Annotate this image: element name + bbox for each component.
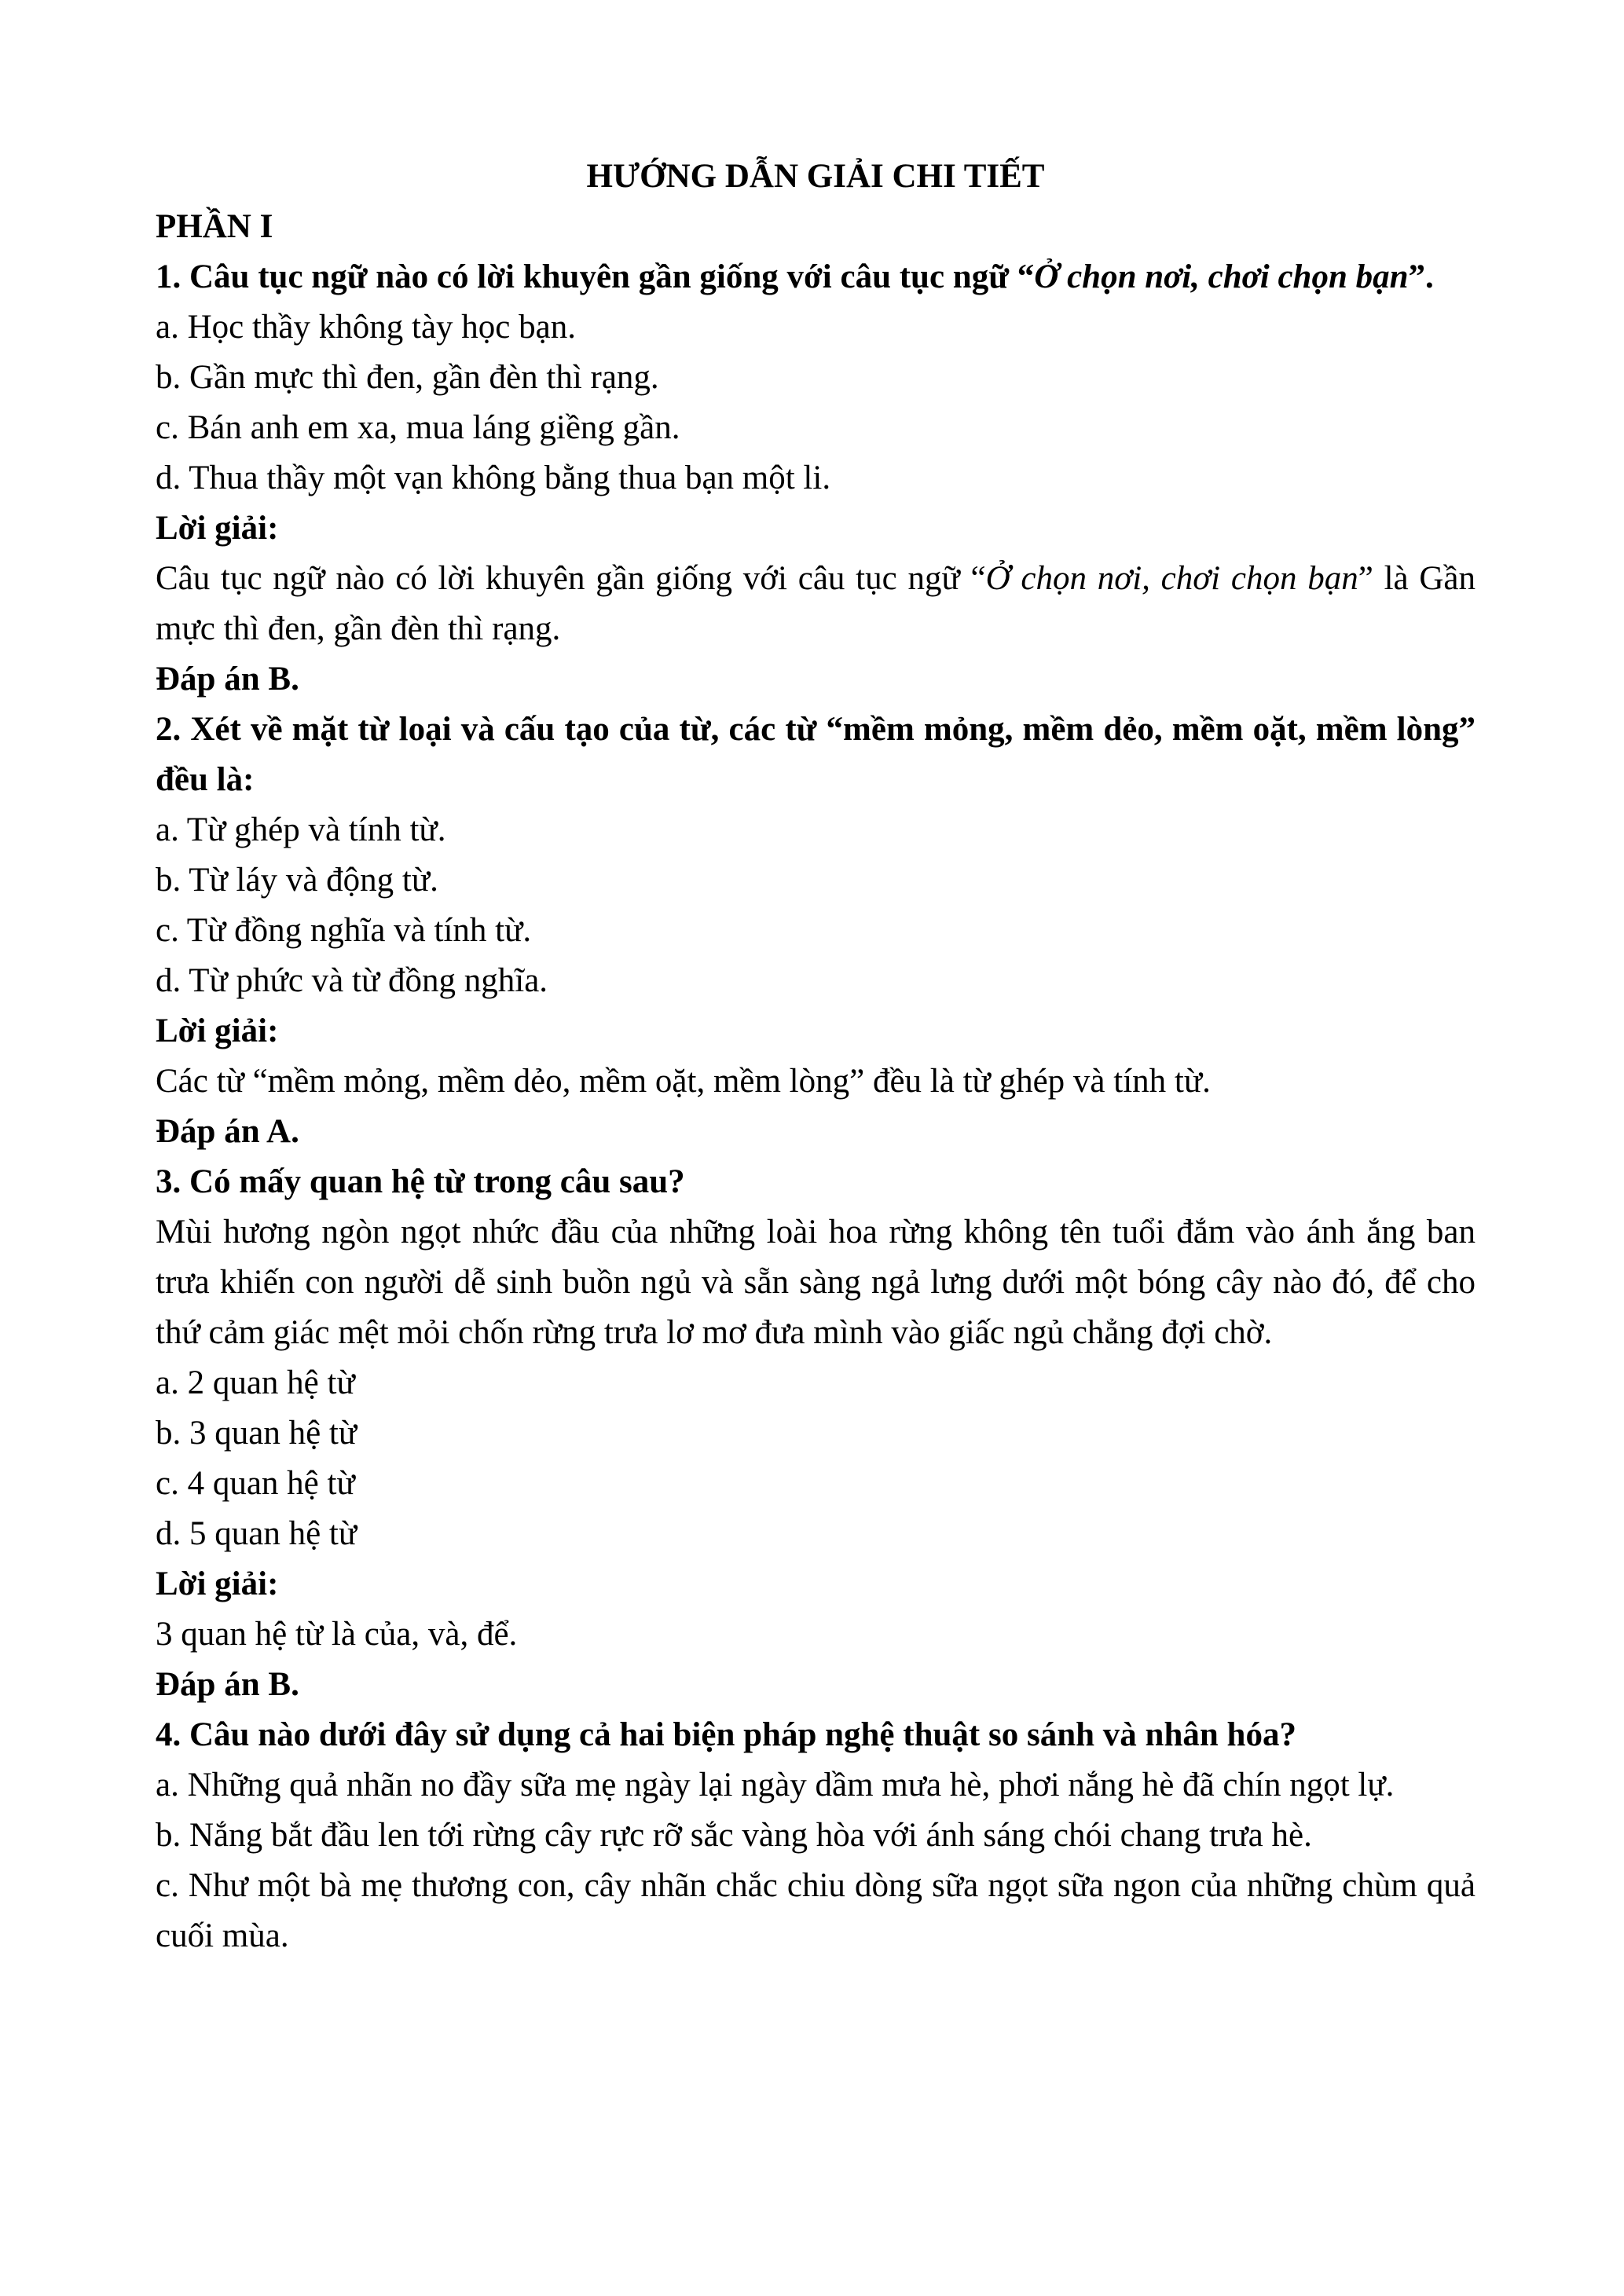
question-1-solution-label: Lời giải: (156, 510, 279, 547)
question-1-solution-text: Câu tục ngữ nào có lời khuyên gần giống với câu tục ngữ “ (156, 560, 986, 597)
question-3-solution-label: Lời giải: (156, 1565, 279, 1602)
question-4: 4. Câu nào dưới đây sử dụng cả hai biện pháp nghệ thuật so sánh và nhân hóa? (156, 1716, 1296, 1753)
question-1-text: 1. Câu tục ngữ nào có lời khuyên gần giống với câu tục ngữ “ (156, 258, 1035, 295)
question-2-solution: Các từ “mềm mỏng, mềm dẻo, mềm oặt, mềm lòng” đều là từ ghép và tính từ. (156, 1063, 1211, 1100)
question-1-option-b: b. Gần mực thì đen, gần đèn thì rạng. (156, 359, 659, 396)
question-1-option-a: a. Học thầy không tày học bạn. (156, 309, 576, 346)
question-2-option-c: c. Từ đồng nghĩa và tính từ. (156, 912, 532, 949)
question-3-option-a: a. 2 quan hệ từ (156, 1364, 355, 1401)
question-1-option-d: d. Thua thầy một vạn không bằng thua bạn một li. (156, 460, 831, 496)
question-1-solution-end: ” là Gần mực thì đen, gần đèn thì rạng. (156, 560, 1476, 647)
question-1-end: ”. (1408, 258, 1434, 295)
document-title: HƯỚNG DẪN GIẢI CHI TIẾT (586, 158, 1045, 195)
question-2: 2. Xét về mặt từ loại và cấu tạo của từ, các từ “mềm mỏng, mềm dẻo, mềm oặt, mềm lòng” đều là: (156, 711, 1476, 798)
part-heading: PHẦN I (156, 208, 273, 245)
question-4-option-c: c. Như một bà mẹ thương con, cây nhãn chắc chiu dòng sữa ngọt sữa ngon của những chùm quả cuối mùa. (156, 1867, 1476, 1954)
question-3-passage: Mùi hương ngòn ngọt nhức đầu của những loài hoa rừng không tên tuổi đắm vào ánh ắng ban trưa khiến con người dễ sinh buồn ngủ và sẵn sàng ngả lưng dưới một bóng cây nào đó, để cho thứ cảm giác mệt mỏi chốn rừng trưa lơ mơ đưa mình vào giấc ngủ chẳng đợi chờ. (156, 1214, 1476, 1351)
question-3: 3. Có mấy quan hệ từ trong câu sau? (156, 1163, 685, 1200)
question-3-solution: 3 quan hệ từ là của, và, để. (156, 1616, 518, 1653)
question-3-answer: Đáp án B. (156, 1666, 299, 1703)
question-4-option-b: b. Nắng bắt đầu len tới rừng cây rực rỡ sắc vàng hòa với ánh sáng chói chang trưa hè. (156, 1817, 1312, 1854)
question-1-proverb: Ở chọn nơi, chơi chọn bạn (1034, 258, 1409, 295)
question-2-answer: Đáp án A. (156, 1113, 299, 1150)
question-1-answer: Đáp án B. (156, 661, 299, 698)
question-3-option-c: c. 4 quan hệ từ (156, 1465, 355, 1502)
question-2-option-a: a. Từ ghép và tính từ. (156, 811, 446, 848)
document-page (156, 152, 1476, 1961)
question-1-solution (156, 554, 1476, 654)
question-3-option-d: d. 5 quan hệ từ (156, 1515, 357, 1552)
question-1 (156, 252, 1476, 302)
question-4-option-a: a. Những quả nhãn no đầy sữa mẹ ngày lại ngày dầm mưa hè, phơi nắng hè đã chín ngọt lự. (156, 1767, 1395, 1803)
question-3-option-b: b. 3 quan hệ từ (156, 1415, 357, 1452)
question-2-solution-label: Lời giải: (156, 1013, 279, 1049)
question-2-option-b: b. Từ láy và động từ. (156, 862, 438, 899)
question-1-option-c: c. Bán anh em xa, mua láng giềng gần. (156, 409, 680, 446)
question-1-solution-proverb: Ở chọn nơi, chơi chọn bạn (985, 560, 1358, 597)
question-2-option-d: d. Từ phức và từ đồng nghĩa. (156, 962, 548, 999)
